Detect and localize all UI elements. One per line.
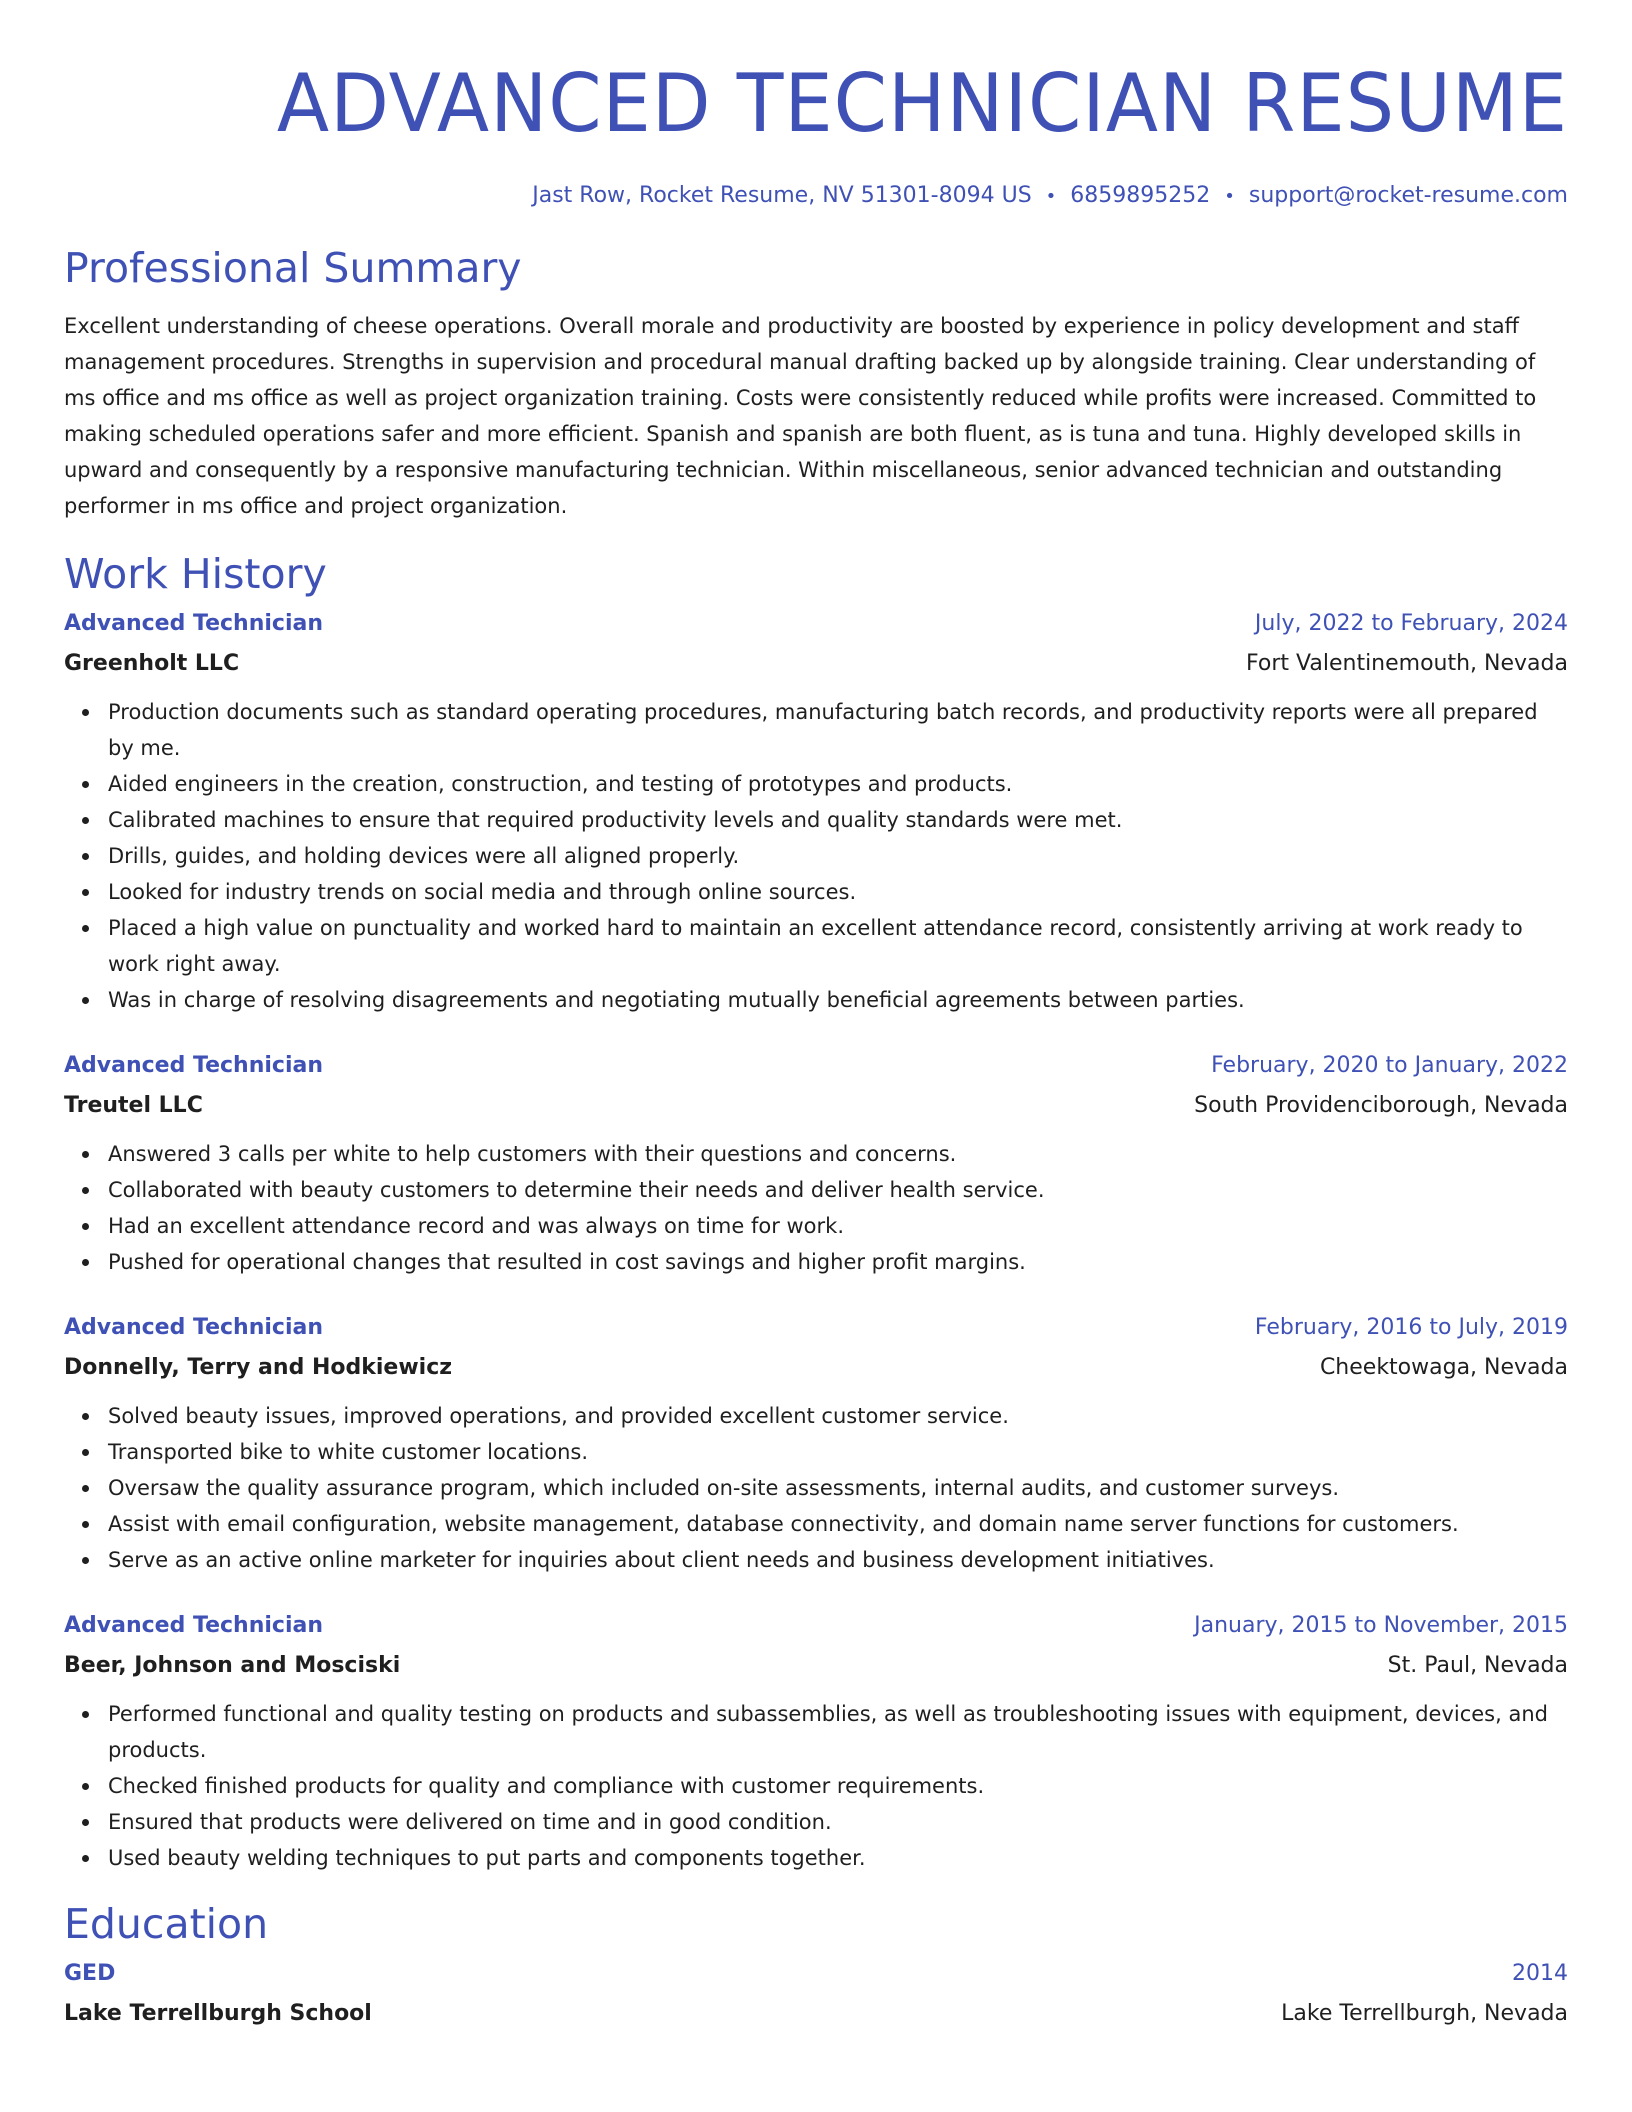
- job-bullet: Aided engineers in the creation, construction, and testing of prototypes and products.: [108, 766, 1568, 802]
- education-year: 2014: [1512, 1961, 1568, 1986]
- job-company: Treutel LLC: [64, 1093, 203, 1118]
- job-bullet: Production documents such as standard operating procedures, manufacturing batch records, and productivity reports were all prepared by me.: [108, 694, 1568, 766]
- job-bullet: Serve as an active online marketer for inquiries about client needs and business development initiatives.: [108, 1542, 1568, 1578]
- job-entry: [64, 1308, 1568, 1578]
- job-company-row: [64, 1348, 1568, 1388]
- resume-page: [64, 0, 1568, 2034]
- job-entry: [64, 1046, 1568, 1280]
- job-entry: [64, 604, 1568, 1018]
- job-location: South Providenciborough, Nevada: [1194, 1093, 1568, 1118]
- job-bullets: [64, 694, 1568, 1018]
- job-bullet: Assist with email configuration, website management, database connectivity, and domain name server functions for customers.: [108, 1506, 1568, 1542]
- work-history-list: [64, 604, 1568, 1876]
- education-header-row: [64, 1954, 1568, 1994]
- job-bullet: Drills, guides, and holding devices were all aligned properly.: [108, 838, 1568, 874]
- summary-heading: Professional Summary: [64, 244, 522, 292]
- education-school: Lake Terrellburgh School: [64, 2001, 372, 2026]
- job-bullet: Transported bike to white customer locations.: [108, 1434, 1568, 1470]
- job-title: Advanced Technician: [64, 1053, 323, 1078]
- job-company-row: [64, 644, 1568, 684]
- job-location: Fort Valentinemouth, Nevada: [1246, 651, 1568, 676]
- job-dates: January, 2015 to November, 2015: [1194, 1613, 1568, 1638]
- job-bullet: Solved beauty issues, improved operations, and provided excellent customer service.: [108, 1398, 1568, 1434]
- job-bullet: Ensured that products were delivered on time and in good condition.: [108, 1804, 1568, 1840]
- contact-separator: •: [1045, 186, 1057, 207]
- job-bullet: Performed functional and quality testing on products and subassemblies, as well as troubleshooting issues with equipment, devices, and products.: [108, 1696, 1568, 1768]
- job-header-row: [64, 1046, 1568, 1086]
- education-degree: GED: [64, 1961, 116, 1986]
- job-dates: February, 2020 to January, 2022: [1211, 1053, 1568, 1078]
- contact-phone: 6859895252: [1070, 183, 1211, 208]
- education-entry: [64, 1954, 1568, 2034]
- job-bullets: [64, 1696, 1568, 1876]
- job-title: Advanced Technician: [64, 611, 323, 636]
- contact-line: [64, 180, 1568, 212]
- job-company-row: [64, 1646, 1568, 1686]
- job-company: Donnelly, Terry and Hodkiewicz: [64, 1355, 453, 1380]
- job-header-row: [64, 1606, 1568, 1646]
- work-history-heading: Work History: [64, 550, 327, 598]
- job-bullet: Looked for industry trends on social media and through online sources.: [108, 874, 1568, 910]
- resume-name: ADVANCED TECHNICIAN RESUME: [276, 57, 1568, 150]
- job-bullet: Used beauty welding techniques to put parts and components together.: [108, 1840, 1568, 1876]
- job-company-row: [64, 1086, 1568, 1126]
- education-school-row: [64, 1994, 1568, 2034]
- job-bullet: Had an excellent attendance record and was always on time for work.: [108, 1208, 1568, 1244]
- job-title: Advanced Technician: [64, 1315, 323, 1340]
- job-bullet: Oversaw the quality assurance program, which included on-site assessments, internal audits, and customer surveys.: [108, 1470, 1568, 1506]
- job-header-row: [64, 1308, 1568, 1348]
- job-company: Beer, Johnson and Mosciski: [64, 1653, 401, 1678]
- summary-text: Excellent understanding of cheese operations. Overall morale and productivity are boosted by experience in policy development and staff management procedures. Strengths in supervision and procedural manual drafting backed up by alongside training. Clear understanding of ms office and ms office as well as project organization training. Costs were consistently reduced while profits were increased. Committed to making scheduled operations safer and more efficient. Spanish and spanish are both fluent, as is tuna and tuna. Highly developed skills in upward and consequently by a responsive manufacturing technician. Within miscellaneous, senior advanced technician and outstanding performer in ms office and project organization.: [64, 314, 1537, 518]
- job-title: Advanced Technician: [64, 1613, 323, 1638]
- contact-email[interactable]: support@rocket-resume.com: [1248, 183, 1568, 208]
- job-dates: February, 2016 to July, 2019: [1254, 1315, 1568, 1340]
- job-header-row: [64, 604, 1568, 644]
- job-location: Cheektowaga, Nevada: [1319, 1355, 1568, 1380]
- contact-separator: •: [1224, 186, 1235, 207]
- job-bullets: [64, 1136, 1568, 1280]
- job-location: St. Paul, Nevada: [1387, 1653, 1568, 1678]
- job-bullets: [64, 1398, 1568, 1578]
- education-heading: Education: [64, 1900, 269, 1948]
- job-bullet: Answered 3 calls per white to help customers with their questions and concerns.: [108, 1136, 1568, 1172]
- education-location: Lake Terrellburgh, Nevada: [1281, 2001, 1568, 2026]
- contact-address: Jast Row, Rocket Resume, NV 51301-8094 US: [532, 183, 1032, 208]
- job-bullet: Collaborated with beauty customers to determine their needs and deliver health service.: [108, 1172, 1568, 1208]
- job-bullet: Was in charge of resolving disagreements and negotiating mutually beneficial agreements between parties.: [108, 982, 1568, 1018]
- job-dates: July, 2022 to February, 2024: [1254, 611, 1568, 636]
- job-bullet: Calibrated machines to ensure that required productivity levels and quality standards were met.: [108, 802, 1568, 838]
- job-bullet: Placed a high value on punctuality and worked hard to maintain an excellent attendance record, consistently arriving at work ready to work right away.: [108, 910, 1568, 982]
- job-bullet: Checked finished products for quality and compliance with customer requirements.: [108, 1768, 1568, 1804]
- job-entry: [64, 1606, 1568, 1876]
- job-company: Greenholt LLC: [64, 651, 240, 676]
- job-bullet: Pushed for operational changes that resulted in cost savings and higher profit margins.: [108, 1244, 1568, 1280]
